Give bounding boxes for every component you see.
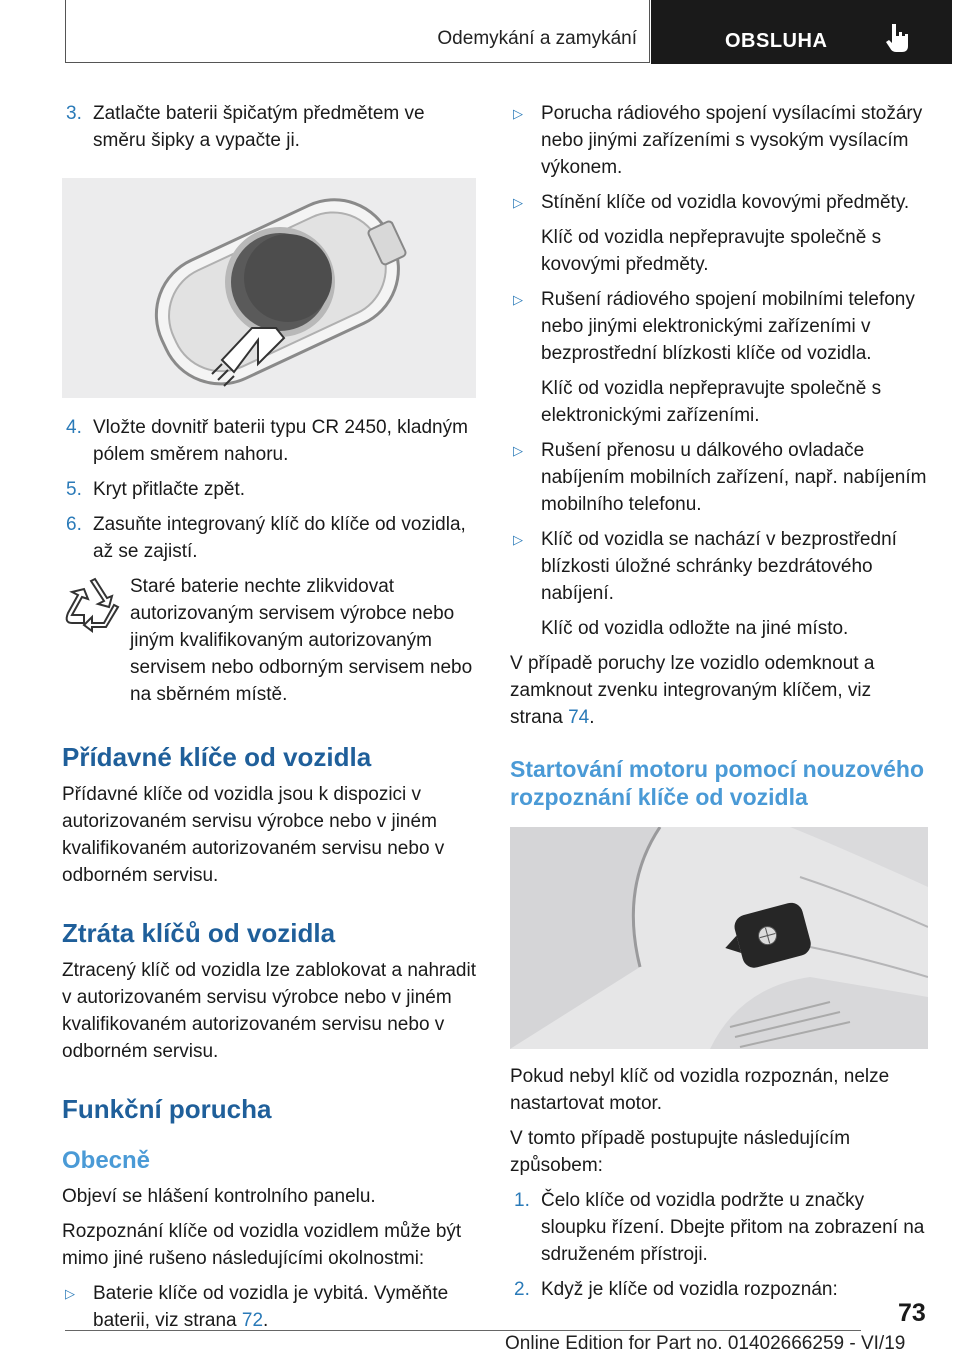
triangle-bullet-icon: ▷ (513, 106, 523, 121)
list-item-wireless-tray (510, 526, 928, 607)
bullet-continuation: Klíč od vozidla odložte na jiné místo. (541, 618, 849, 639)
heading-general: Obecně (62, 1147, 151, 1174)
step-text: Kryt přitlačte zpět. (93, 479, 246, 500)
paragraph-extra-keys: Přídavné klíče od vozidla jsou k dispozici v autorizovaném servisu výrobce nebo v jiném kvalifikovaném autorizovaném servisu nebo v odborném servisu. (62, 784, 445, 886)
bullet-text: Baterie klíče od vozidla je vybitá. Vyměňte baterii, viz strana (93, 1283, 449, 1331)
paragraph-lost-keys: Ztracený klíč od vozidla lze zablokovat a nahradit v autorizovaném servisu výrobce nebo v jiném kvalifikovaném autorizovaném servisu nebo v odborném servisu. (62, 960, 476, 1062)
triangle-bullet-icon: ▷ (513, 532, 523, 547)
bullet-text: Porucha rádiového spojení vysílacími stožáry nebo jinými zařízeními s vysokým vysílacím výkonem. (541, 103, 923, 178)
step-number: 2. (514, 1279, 530, 1300)
bullet-continuation: Klíč od vozidla nepřepravujte společně s kovovými předměty. (541, 227, 882, 275)
environment-note (62, 573, 476, 713)
step-text: Zasuňte integrovaný klíč do klíče od vozidla, až se zajistí. (93, 514, 466, 562)
right-column (510, 100, 928, 1311)
heading-malfunction: Funkční porucha (62, 1094, 272, 1124)
left-column (62, 100, 476, 1342)
heading-emergency-start: Startování motoru pomocí nouzového rozpoznání klíče od vozidla (510, 756, 925, 810)
step-text: Čelo klíče od vozidla podržte u značky sloupku řízení. Dbejte přitom na zobrazení na sdruženém přístroji. (541, 1190, 925, 1265)
step-6 (62, 511, 476, 565)
step-number: 6. (66, 514, 82, 535)
triangle-bullet-icon: ▷ (513, 443, 523, 458)
step-5 (62, 476, 476, 503)
note-text: Staré baterie nechte zlikvidovat autorizovaným servisem výrobce nebo jiným kvalifikovaným autorizovaným servisem nebo odborným servisem nebo na sběrném místě. (130, 576, 473, 705)
heading-lost-keys: Ztráta klíčů od vozidla (62, 918, 336, 948)
page-link-74[interactable]: 74 (568, 707, 590, 728)
list-item-battery: ▷ Baterie klíče od vozidla je vybitá. Vyměňte baterii, viz strana 72. (62, 1280, 476, 1334)
list-item-phones (510, 286, 928, 367)
chapter-tab (651, 0, 952, 64)
step-number: 4. (66, 417, 82, 438)
step-3 (62, 100, 476, 154)
list-item-charging (510, 437, 928, 518)
key-fob-battery-illustration (62, 178, 476, 398)
recycle-icon (62, 577, 120, 641)
bullet-text: Rušení přenosu u dálkového ovladače nabíjením mobilních zařízení, např. nabíjením mobilního telefonu. (541, 440, 927, 515)
bullet-text: Klíč od vozidla se nachází v bezprostřední blízkosti úložné schránky bezdrátového nabíjení. (541, 529, 897, 604)
paragraph-general-1: Objeví se hlášení kontrolního panelu. (62, 1186, 376, 1207)
page-header (65, 0, 952, 64)
step-number: 1. (514, 1190, 530, 1211)
list-item-shielding (510, 189, 928, 216)
edition-footer: Online Edition for Part no. 01402666259 - VI/19 (505, 1333, 906, 1354)
step-number: 5. (66, 479, 82, 500)
section-tab (65, 0, 650, 63)
heading-extra-keys: Přídavné klíče od vozidla (62, 742, 372, 772)
section-title: Odemykání a zamykání (437, 28, 637, 49)
step-1 (510, 1187, 928, 1268)
paragraph-start-1: Pokud nebyl klíč od vozidla rozpoznán, nelze nastartovat motor. (510, 1066, 890, 1114)
chapter-title: OBSLUHA (725, 30, 828, 52)
footer-divider (65, 1330, 861, 1331)
step-number: 3. (66, 103, 82, 124)
bullet-text: Stínění klíče od vozidla kovovými předměty. (541, 192, 910, 213)
triangle-bullet-icon: ▷ (65, 1286, 75, 1301)
steering-column-key-illustration (510, 827, 928, 1049)
triangle-bullet-icon: ▷ (513, 195, 523, 210)
step-text: Když je klíče od vozidla rozpoznán: (541, 1279, 838, 1300)
paragraph-general-2: Rozpoznání klíče od vozidla vozidlem může být mimo jiné rušeno následujícími okolnostmi: (62, 1221, 462, 1269)
paragraph-fault: V případě poruchy lze vozidlo odemknout a zamknout zvenku integrovaným klíčem, viz strana 74. (510, 653, 875, 728)
bullet-text: Rušení rádiového spojení mobilními telefony nebo jinými elektronickými zařízeními v bezprostřední blízkosti klíče od vozidla. (541, 289, 915, 364)
triangle-bullet-icon: ▷ (513, 292, 523, 307)
list-item-radio (510, 100, 928, 181)
paragraph-start-2: V tomto případě postupujte následujícím způsobem: (510, 1128, 851, 1176)
step-text: Zatlačte baterii špičatým předmětem ve směru šipky a vypačte ji. (93, 103, 425, 151)
step-4 (62, 414, 476, 468)
bullet-continuation: Klíč od vozidla nepřepravujte společně s elektronickými zařízeními. (541, 378, 882, 426)
page-link-72[interactable]: 72 (241, 1310, 264, 1331)
page-number: 73 (898, 1299, 926, 1327)
step-2 (510, 1276, 928, 1303)
step-text: Vložte dovnitř baterii typu CR 2450, kladným pólem směrem nahoru. (93, 417, 468, 465)
hand-pointer-icon (883, 22, 911, 59)
